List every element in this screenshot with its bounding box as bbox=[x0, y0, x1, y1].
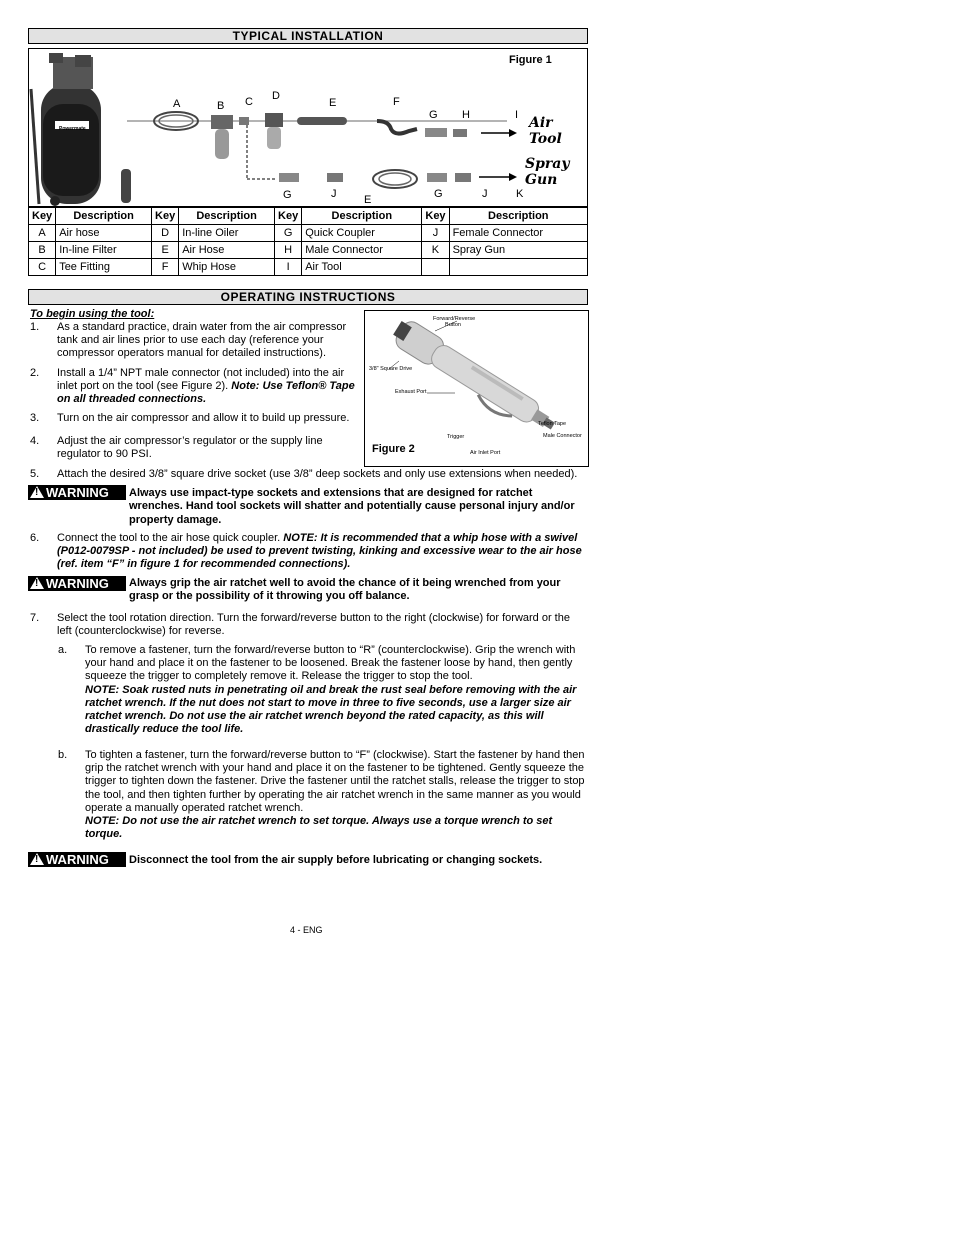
key-cell: J bbox=[422, 225, 449, 242]
inline-oiler-d bbox=[265, 113, 283, 127]
warning-triangle-icon: ! bbox=[30, 577, 44, 589]
label-d: D bbox=[272, 90, 280, 102]
step-number: 2. bbox=[30, 367, 40, 379]
label-g: G bbox=[429, 109, 438, 121]
label-g-lower: G bbox=[283, 189, 292, 201]
description-cell: Tee Fitting bbox=[56, 259, 152, 276]
page-number: 4 - ENG bbox=[290, 925, 323, 935]
col-key: Key bbox=[152, 208, 179, 225]
warning-triangle-icon: ! bbox=[30, 853, 44, 865]
col-description: Description bbox=[179, 208, 275, 225]
figure-1 bbox=[28, 48, 588, 207]
figure-2-caption: Figure 2 bbox=[372, 443, 415, 455]
step-6-note: NOTE: It is recommended that a whip hose with a swivel (P012-0079SP - not included) be used to prevent twisting, kinking and excessive wear to the air hose (ref. item “F” in figure 1 for recommended connections). bbox=[57, 532, 582, 571]
inline-filter-b bbox=[211, 115, 233, 129]
col-description: Description bbox=[449, 208, 587, 225]
step-2-text bbox=[57, 367, 359, 407]
compressor-wheel-right bbox=[121, 169, 131, 203]
air-tool-label: Air Tool bbox=[529, 115, 562, 147]
description-cell: Quick Coupler bbox=[302, 225, 422, 242]
step-7b-main: To tighten a fastener, turn the forward/reverse button to “F” (clockwise). Start the fastener by hand then grip the ratchet wrench with your hand and place it on the fastener to be tightened. Gently squeeze the trigger to tighten down the fastener. Drive the fastener until the ratchet stalls, release the trigger to stop the tool, and then tighten further by operating the air ratchet wrench in the same manner as you would operate a manually operated ratchet wrench. bbox=[85, 749, 585, 814]
description-cell: In-line Oiler bbox=[179, 225, 275, 242]
figure-1-caption: Figure 1 bbox=[509, 54, 552, 66]
key-cell: K bbox=[422, 242, 449, 259]
step-1-text: As a standard practice, drain water from the air compressor tank and air lines prior to use each day (reference your compressor operators manual for detailed instructions). bbox=[57, 321, 347, 360]
label-g-lower-2: G bbox=[434, 188, 443, 200]
description-cell: In-line Filter bbox=[56, 242, 152, 259]
description-cell: Air hose bbox=[56, 225, 152, 242]
step-5-text: Attach the desired 3/8” square drive socket (use 3/8” deep sockets and only use extensions when needed). bbox=[57, 468, 578, 480]
step-2-main: Install a 1/4” NPT male connector (not included) into the air inlet port on the tool (see Figure 2). bbox=[57, 367, 345, 393]
label-male-connector: Male Connector bbox=[543, 433, 582, 439]
female-connector-j-lower bbox=[327, 173, 343, 182]
tee-fitting-c bbox=[239, 117, 249, 125]
label-e: E bbox=[329, 97, 337, 109]
ratchet-body bbox=[428, 342, 542, 426]
warning-triangle-icon: ! bbox=[30, 486, 44, 498]
label-air-inlet-port: Air Inlet Port bbox=[470, 450, 501, 456]
label-j-lower-2: J bbox=[482, 188, 488, 200]
description-cell: Whip Hose bbox=[179, 259, 275, 276]
step-3-text: Turn on the air compressor and allow it to build up pressure. bbox=[57, 412, 350, 424]
key-cell: H bbox=[275, 242, 302, 259]
step-6-text bbox=[57, 532, 587, 572]
step-number: 7. bbox=[30, 612, 40, 624]
key-cell: F bbox=[152, 259, 179, 276]
col-key: Key bbox=[275, 208, 302, 225]
warning-3-text: Disconnect the tool from the air supply before lubricating or changing sockets. bbox=[129, 854, 543, 866]
key-cell: E bbox=[152, 242, 179, 259]
key-cell: A bbox=[29, 225, 56, 242]
substep-number: a. bbox=[58, 644, 68, 656]
step-number: 4. bbox=[30, 435, 40, 447]
substep-number: b. bbox=[58, 749, 68, 761]
description-cell: Air Hose bbox=[179, 242, 275, 259]
col-description: Description bbox=[56, 208, 152, 225]
step-number: 6. bbox=[30, 532, 40, 544]
description-cell: Spray Gun bbox=[449, 242, 587, 259]
operating-heading: OPERATING INSTRUCTIONS bbox=[28, 289, 588, 305]
spray-gun-label: Spray Gun bbox=[525, 156, 570, 188]
step-number: 1. bbox=[30, 321, 40, 333]
key-cell: C bbox=[29, 259, 56, 276]
compressor-brand: Powermate bbox=[59, 126, 86, 132]
table-row bbox=[29, 242, 588, 259]
whip-hose-f bbox=[377, 121, 417, 134]
label-c: C bbox=[245, 96, 253, 108]
quick-coupler-g bbox=[425, 128, 447, 137]
description-cell bbox=[449, 259, 587, 276]
key-cell: G bbox=[275, 225, 302, 242]
label-f: F bbox=[393, 96, 400, 108]
step-7-text: Select the tool rotation direction. Turn the forward/reverse button to the right (clockwise) for forward or the left (counterclockwise) for reverse. bbox=[57, 612, 570, 638]
step-7a-note: NOTE: Soak rusted nuts in penetrating oil and break the rust seal before removing with the air ratchet wrench. If the nut does not start to move in three to five seconds, use a larger size air ratchet wrench. Do not use the air ratchet wrench beyond the rated capacity, as this will drastically reduce the tool life. bbox=[85, 683, 577, 736]
step-6-main: Connect the tool to the air hose quick coupler. bbox=[57, 532, 281, 544]
arrow-to-spray-gun bbox=[509, 173, 517, 181]
step-2-note: Note: Use Teflon® Tape on all threaded connections. bbox=[57, 380, 355, 406]
label-j-lower: J bbox=[331, 188, 337, 200]
description-cell: Female Connector bbox=[449, 225, 587, 242]
key-cell: B bbox=[29, 242, 56, 259]
warning-label: WARNING bbox=[46, 852, 109, 867]
label-exhaust-port: Exhaust Port bbox=[395, 389, 427, 395]
warning-2-text: Always grip the air ratchet well to avoid the chance of it being wrenched from your grasp or the possibility of it throwing you off balance. bbox=[129, 577, 561, 603]
step-4-text: Adjust the air compressor’s regulator or the supply line regulator to 90 PSI. bbox=[57, 435, 323, 461]
air-hose-e bbox=[297, 117, 347, 125]
key-cell: D bbox=[152, 225, 179, 242]
description-cell: Male Connector bbox=[302, 242, 422, 259]
installation-diagram bbox=[29, 49, 587, 206]
warning-label: WARNING bbox=[46, 576, 109, 591]
col-key: Key bbox=[422, 208, 449, 225]
step-7b-note: NOTE: Do not use the air ratchet wrench to set torque. Always use a torque wrench to set torque. bbox=[85, 815, 553, 841]
label-b: B bbox=[217, 100, 225, 112]
figure-2 bbox=[364, 310, 589, 467]
label-i: I bbox=[515, 109, 519, 121]
intro-heading: To begin using the tool: bbox=[30, 308, 155, 320]
arrow-to-air-tool bbox=[509, 129, 517, 137]
key-table bbox=[28, 207, 588, 276]
step-7b-text bbox=[85, 749, 588, 841]
warning-badge bbox=[28, 485, 126, 500]
warning-label: WARNING bbox=[46, 485, 109, 500]
description-cell: Air Tool bbox=[302, 259, 422, 276]
male-connector-h bbox=[453, 129, 467, 137]
label-forward-reverse: Forward/Reverse Button bbox=[433, 316, 476, 328]
warning-badge bbox=[28, 852, 126, 867]
label-teflon-tape: Teflon Tape bbox=[538, 421, 567, 427]
label-trigger: Trigger bbox=[447, 434, 465, 440]
label-square-drive: 3/8" Square Drive bbox=[369, 366, 413, 372]
compressor-wheel bbox=[50, 196, 60, 206]
installation-heading: TYPICAL INSTALLATION bbox=[28, 28, 588, 44]
warning-1-text: Always use impact-type sockets and extensions that are designed for ratchet wrenches. Hand tool sockets will shatter and potentially cause personal injury and/or property damage. bbox=[129, 487, 575, 526]
step-7a-main: To remove a fastener, turn the forward/reverse button to “R” (counterclockwise). Grip the wrench with your hand and place it on the fastener to be loosened. Break the fastener loose by hand, then gently squeeze the trigger to completely remove it. Release the trigger to stop the tool. bbox=[85, 644, 576, 683]
label-k: K bbox=[516, 188, 524, 200]
col-key: Key bbox=[29, 208, 56, 225]
step-number: 3. bbox=[30, 412, 40, 424]
col-description: Description bbox=[302, 208, 422, 225]
label-h: H bbox=[462, 109, 470, 121]
label-a: A bbox=[173, 98, 181, 110]
label-e-lower: E bbox=[364, 194, 372, 206]
quick-coupler-g-lower bbox=[279, 173, 299, 182]
step-7a-text bbox=[85, 644, 585, 736]
warning-badge bbox=[28, 576, 126, 591]
step-number: 5. bbox=[30, 468, 40, 480]
table-row bbox=[29, 225, 588, 242]
table-row bbox=[29, 259, 588, 276]
key-cell bbox=[422, 259, 449, 276]
key-table-header bbox=[29, 208, 588, 225]
key-cell: I bbox=[275, 259, 302, 276]
